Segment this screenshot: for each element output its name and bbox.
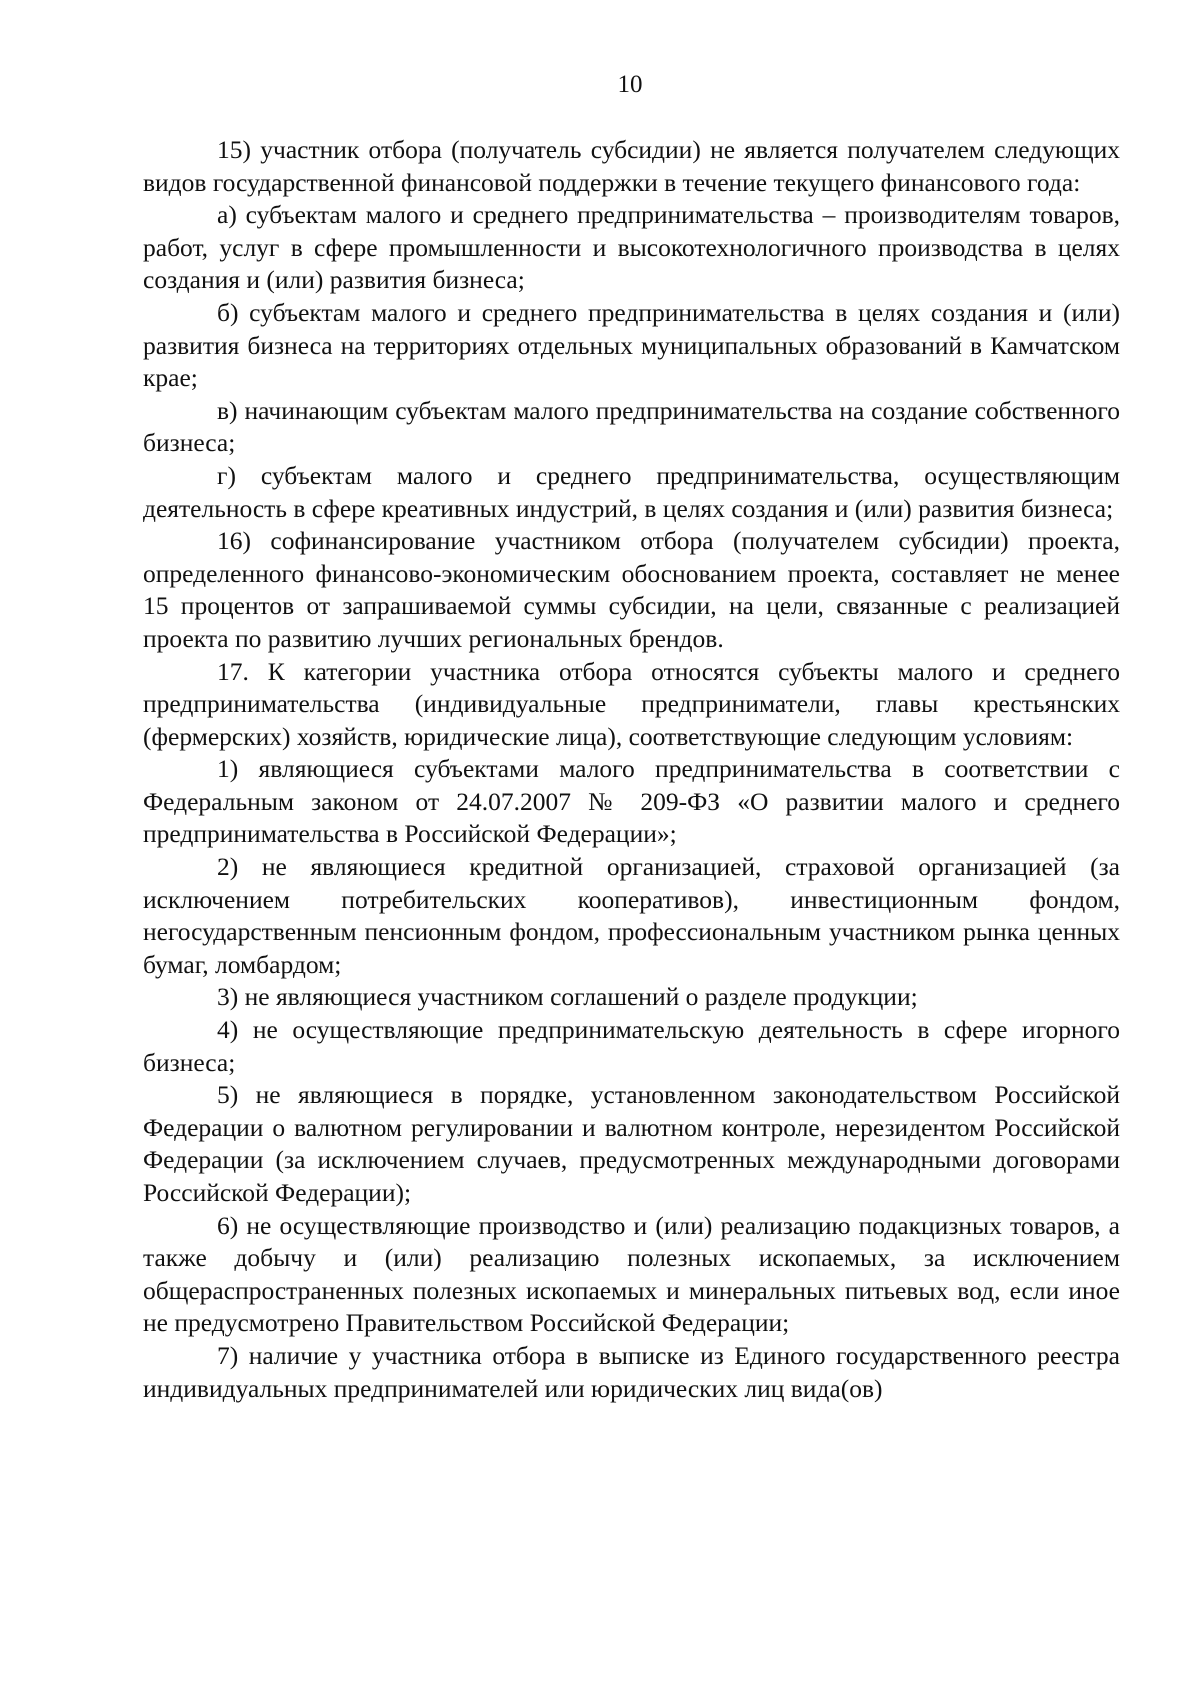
paragraph-condition-5: 5) не являющиеся в порядке, установленном законодательством Российской Федерации о валютном регулировании и валютном контроле, нерезидентом Российской Федерации (за исключением случаев, предусмотренных международными договорами Российской Федерации); bbox=[143, 1080, 1120, 1207]
paragraph-subitem-b: б) субъектам малого и среднего предпринимательства в целях создания и (или) развития бизнеса на территориях отдельных муниципальных образований в Камчатском крае; bbox=[143, 297, 1120, 393]
paragraph-condition-6: 6) не осуществляющие производство и (или) реализацию подакцизных товаров, а также добычу и (или) реализацию полезных ископаемых, за исключением общераспространенных полезных ископаемых и минеральных питьевых вод, если иное не предусмотрено Правительством Российской Федерации; bbox=[143, 1210, 1120, 1338]
paragraph-condition-3: 3) не являющиеся участником соглашений о разделе продукции; bbox=[217, 982, 918, 1012]
paragraph-subitem-a: а) субъектам малого и среднего предпринимательства – производителям товаров, работ, услуг в сфере промышленности и высокотехнологичного производства в целях создания и (или) развития бизнеса; bbox=[143, 200, 1120, 295]
paragraph-section-17: 17. К категории участника отбора относятся субъекты малого и среднего предпринимательства (индивидуальные предприниматели, главы крестьянских (фермерских) хозяйств, юридические лица), соответствующие следующим условиям: bbox=[143, 656, 1120, 751]
paragraph-subitem-g: г) субъектам малого и среднего предпринимательства, осуществляющим деятельность в сфере креативных индустрий, в целях создания и (или) развития бизнеса; bbox=[143, 460, 1120, 523]
paragraph-condition-2: 2) не являющиеся кредитной организацией, страховой организацией (за исключением потребительских кооперативов), инвестиционным фондом, негосударственным пенсионным фондом, профессиональным участником рынка ценных бумаг, ломбардом; bbox=[143, 852, 1120, 979]
paragraph-condition-7: 7) наличие у участника отбора в выписке из Единого государственного реестра индивидуальных предпринимателей или юридических лиц вида(ов) bbox=[143, 1340, 1120, 1403]
paragraph-item-15: 15) участник отбора (получатель субсидии) не является получателем следующих видов государственной финансовой поддержки в течение текущего финансового года: bbox=[143, 135, 1120, 197]
page-number: 10 bbox=[617, 71, 643, 98]
paragraph-condition-4: 4) не осуществляющие предпринимательскую деятельность в сфере игорного бизнеса; bbox=[143, 1015, 1120, 1077]
paragraph-condition-1: 1) являющиеся субъектами малого предпринимательства в соответствии с Федеральным законом от 24.07.2007 № 209-ФЗ «О развитии малого и среднего предпринимательства в Российской Федерации»; bbox=[143, 754, 1120, 849]
paragraph-item-16: 16) софинансирование участником отбора (получателем субсидии) проекта, определенного финансово-экономическим обоснованием проекта, составляет не менее 15 процентов от запрашиваемой суммы субсидии, на цели, связанные с реализацией проекта по развитию лучших региональных брендов. bbox=[143, 526, 1120, 653]
document-body bbox=[143, 134, 1120, 1405]
paragraph-subitem-v: в) начинающим субъектам малого предпринимательства на создание собственного бизнеса; bbox=[143, 395, 1120, 458]
